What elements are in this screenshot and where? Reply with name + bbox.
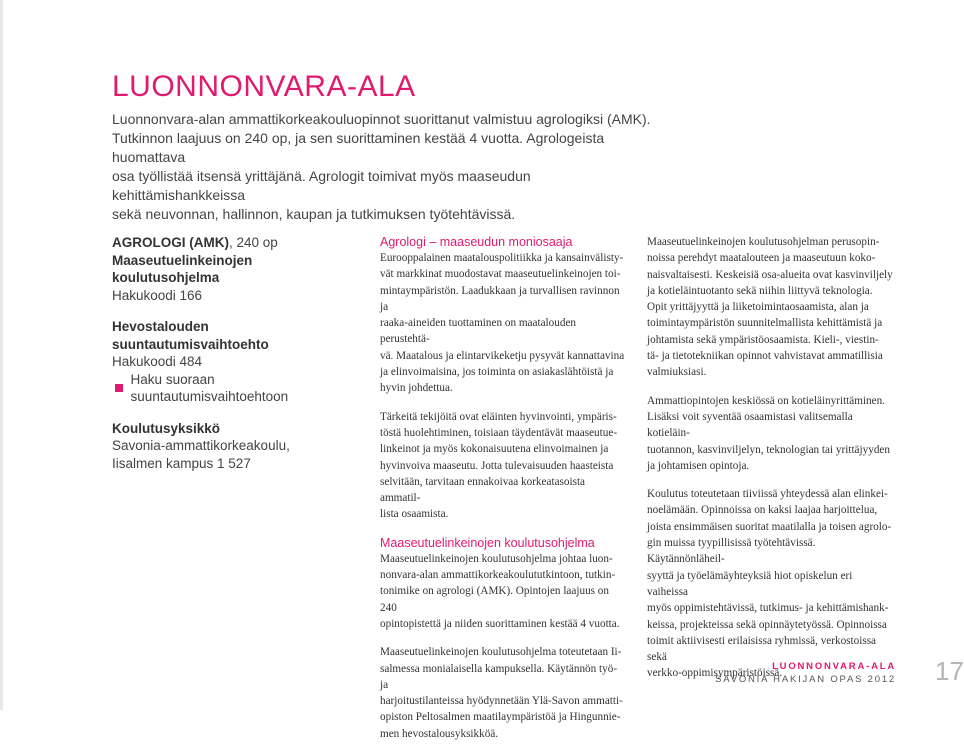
option-title: Hevostalouden suuntautumisvaihtoehto — [112, 319, 269, 352]
degree-title: AGROLOGI (AMK) — [112, 235, 229, 250]
option-code: Hakukoodi 484 — [112, 354, 203, 369]
heading-moniosaaja: Agrologi – maaseudun moniosaaja — [380, 235, 573, 249]
square-bullet-icon — [115, 384, 123, 392]
page-number: 17 — [935, 656, 964, 686]
footer-publication: SAVONIA HAKIJAN OPAS 2012 — [715, 674, 896, 685]
body-column-2 — [380, 234, 625, 754]
paragraph-5: Maaseutuelinkeinojen koulutusohjelman perusopin- noissa perehdyt maatalouteen ja maaseutuun koko- naisvaltaisesti. Keskeisiä osa-alueita ovat kasvinviljely ja kotieläintuotanto sekä niihin liittyvä teknologia. Opit yrittäjyyttä ja liiketoimintaosaamista, alan ja toimintaympäristön suunnitelmallista kehittämistä ja johtamista sekä ympäristöosaamista. Kieli-, viestin- tä- ja tietotekniikan opinnot vahvistavat ammatillisia valmiuksiasi. — [647, 236, 893, 379]
body-column-3 — [647, 234, 895, 694]
unit-campus: Iisalmen kampus 1 527 — [112, 455, 251, 471]
footer-section: LUONNONVARA-ALA — [772, 661, 896, 672]
page-edge-rule — [0, 0, 3, 710]
paragraph-7: Koulutus toteutetaan tiiviissä yhteydessä alan elinkei- noelämään. Opinnoissa on kaksi laajaa harjoittelua, joista ensimmäisen suoritat maatilalla ja toisen agrolo- gin muissa tyypillisissä työtehtävissä. Käytännönläheil- syyttä ja työelämäyhteyksiä hiot opiskelun eri vaiheissa myös oppimistehtävissä, tutkimus- ja kehittämishank- keissa, projekteissa sekä opinnäytetyössä. Opinnoissa toimit aktiivisesti erilaisissa ryhmissä, verkostoissa sekä verkko-oppimisympäristöissä. — [647, 488, 892, 680]
programme-name: Maaseutuelinkeinojen koulutusohjelma — [112, 252, 253, 285]
paragraph-1: Eurooppalainen maatalouspolitiikka ja kansainvälisty- vät markkinat muodostavat maaseutuelinkeinojen toi- mintaympäristön. Laadukkaan ja turvallisen ravinnon ja raaka-aineiden tuottaminen on maatalouden perustehtä- vä. Maatalous ja elintarvikeketju pysyvät kannattavina ja elinvoimaisina, jos toiminta on asiakaslähtöistä ja hyvin johdettua. — [380, 252, 625, 395]
paragraph-6: Ammattiopintojen keskiössä on kotieläinyrittäminen. Lisäksi voit syventää osaamistasi valitsemalla kotieläin- tuotannon, kasvinviljelyn, teknologian tai yrittäjyyden ja johtamisen opintoja. — [647, 394, 890, 472]
degree-credits: , 240 op — [229, 235, 278, 250]
intro-paragraph: Luonnonvara-alan ammattikorkeakouluopinnot suorittanut valmistuu agrologiksi (AMK). Tutkinnon laajuus on 240 op, ja sen suorittaminen kestää 4 vuotta. Agrologeista huomattava osa työllistää itsensä yrittäjänä. Agrologit toimivat myös maaseudun kehittämishankkeissa sekä neuvonnan, hallinnon, kaupan ja tutkimuksen työtehtävissä. — [112, 111, 651, 222]
degree-line — [112, 234, 362, 252]
heading-koulutusohjelma: Maaseutuelinkeinojen koulutusohjelma — [380, 535, 595, 550]
program-info-column — [112, 234, 362, 472]
unit-title: Koulutusyksikkö — [112, 420, 221, 436]
page-footer — [715, 661, 896, 685]
paragraph-4: Maaseutuelinkeinojen koulutusohjelma toteutetaan Ii- salmessa monialaisella kampuksella. Käytännön työ- ja harjoitustilanteissa hyödynnetään Ylä-Savon ammatti- opiston Peltosalmen maatilaympäristöä ja Hingunnie- men hevostalousyksikköä. — [380, 646, 623, 740]
unit-name: Savonia-ammattikorkeakoulu, — [112, 438, 290, 453]
paragraph-3: Maaseutuelinkeinojen koulutusohjelma johtaa luon- nonvara-alan ammattikorkeakoulututkintoon, tutkin- tonimike on agrologi (AMK). Opintojen laajuus on 240 opintopistettä ja niiden suorittaminen kestää 4 vuotta. — [380, 552, 620, 630]
paragraph-2: Tärkeitä tekijöitä ovat eläinten hyvinvointi, ympäris- töstä huolehtiminen, toisiaan täydentävät maaseutue- linkeinot ja myös kokonaisuutena elinvoimainen ja hyvinvoiva maaseutu. Jotta tulevaisuuden haasteista selvitään, tarvitaan ennakoivaa korkeatasoista ammatil- lista osaamista. — [380, 410, 618, 521]
option-note — [112, 371, 362, 406]
page-title: LUONNONVARA-ALA — [112, 70, 416, 103]
programme-code: Hakukoodi 166 — [112, 287, 203, 303]
option-note-text: Haku suoraan suuntautumisvaihtoehtoon — [130, 371, 289, 404]
